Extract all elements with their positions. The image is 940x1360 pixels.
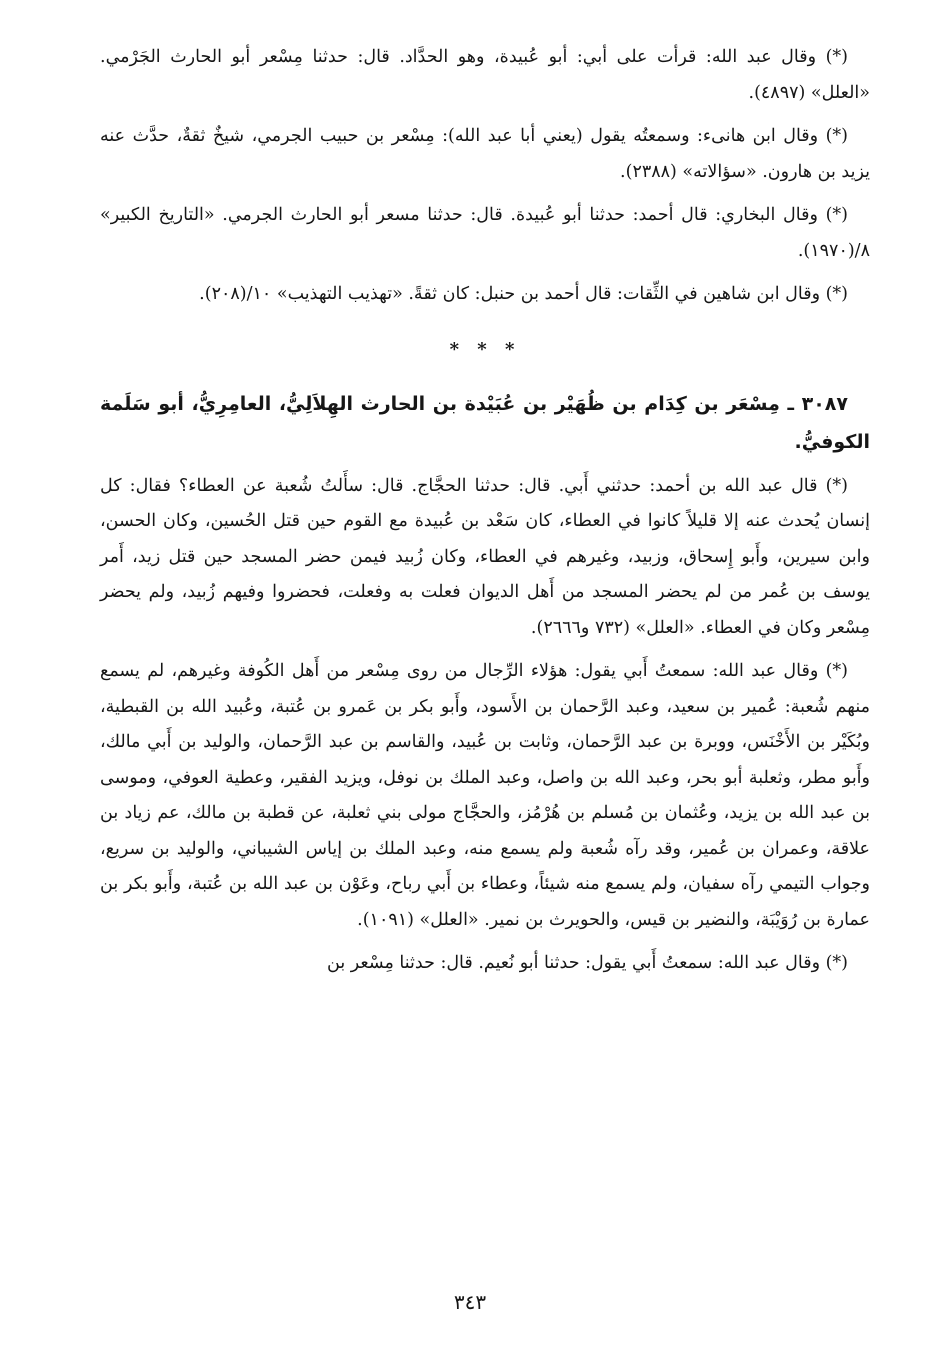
paragraph-ibn-hani: (*) وقال ابن هانىء: وسمعتُه يقول (يعني أبا عبد الله): مِسْعر بن حبيب الجرمي، شيخٌ ثقةٌ، حدَّث عنه يزيد بن هارون. «سؤالاته» (٢٣٨٨). (100, 126, 870, 182)
entry-heading-3087: ٣٠٨٧ ـ مِسْعَر بن كِدَام بن ظُهَيْر بن عُبَيْدة بن الحارث الهِلاَلِيُّ، العامِرِيُّ، أبو سَلَمة الكوفيُّ. (100, 392, 870, 453)
page-number: ٣٤٣ (453, 1290, 487, 1314)
paragraph-bukhari: (*) وقال البخاري: قال أحمد: حدثنا أبو عُبيدة. قال: حدثنا مسعر أبو الحارث الجرمي. «التاريخ الكبير» ٨/(١٩٧٠). (100, 205, 870, 261)
paragraph-ibn-shahin: (*) وقال ابن شاهين في الثِّقات: قال أحمد بن حنبل: كان ثقةً. «تهذيب التهذيب» ١٠/(٢٠٨). (199, 284, 848, 304)
paragraph-abu-nuaym: (*) وقال عبد الله: سمعتُ أَبي يقول: حدثنا أبو نُعيم. قال: حدثنا مِسْعر بن (327, 953, 848, 973)
section-separator: * * * (449, 338, 521, 360)
page-body (100, 40, 870, 990)
paragraph-shuba-ata: (*) قال عبد الله بن أحمد: حدثني أَبي. قال: حدثنا الحجَّاج. قال: سأَلتُ شُعبة عن العطاء؟ فقال: كل إنسان يُحدث عنه إلا قليلاً كانوا في العطاء، كان سَعْد بن عُبيدة مع القوم حين قتل الحُسين، وكان الحسن، وابن سيرين، وأَبو إِسحاق، وزبيد، وغيرهم في العطاء، وكان زُبيد فيمن حضر المسجد حين قتل زيد، أَمر يوسف بن عُمر من لم يحضر المسجد من أَهل الديوان فعلت به وفعلت، فحضروا وفيهم زُبيد، ولم يحضر مِسْعر وكان في العطاء. «العلل» (٧٣٢ و٢٦٦٦). (100, 475, 870, 638)
paragraph-rijal-list: (*) وقال عبد الله: سمعتُ أَبي يقول: هؤلاء الرِّجال من روى مِسْعر من أَهل الكُوفة وغيرهم، لم يسمع منهم شُعبة: عُمير بن سعيد، وعبد الرَّحمان بن الأَسود، وأَبو بكر بن عَمرو بن عُتبة، وعُبيد الله بن القبطية، وبُكَيْر بن الأَخْنَس، ووبرة بن عبد الرَّحمان، وثابت بن عُبيد، والقاسم بن عبد الرَّحمان، والوليد بن أَبي مالك، وأَبو مطر، وثعلبة أبو بحر، وعبد الله بن واصل، وعبد الملك بن نوفل، ويزيد الفقير، وعطية العوفي، وموسى بن عبد الله بن يزيد، وعُثمان بن مُسلم بن هُرْمُز، والحجَّاج مولى بني ثعلبة، عن قطبة بن مالك، عم زياد بن علاقة، وعمران بن عُمير، وقد رآه شُعبة ولم يسمع منه، وعبد الملك بن إياس الشيباني، والوليد بن سريع، وجواب التيمي رآه سفيان، ولم يسمع منه شيئاً، وعطاء بن أَبي رباح، وعَوْن بن عبد الله بن عُتبة، وأَبو بكر بن عمارة بن رُوَيْبَة، والنضير بن قيس، والحويرث بن نمير. «العلل» (١٠٩١). (100, 661, 870, 930)
paragraph-abu-ubayda: (*) وقال عبد الله: قرأت على أبي: أبو عُبيدة، وهو الحدَّاد. قال: حدثنا مِسْعر أبو الحارث الجَرْمي. «العلل» (٤٨٩٧). (100, 47, 870, 103)
